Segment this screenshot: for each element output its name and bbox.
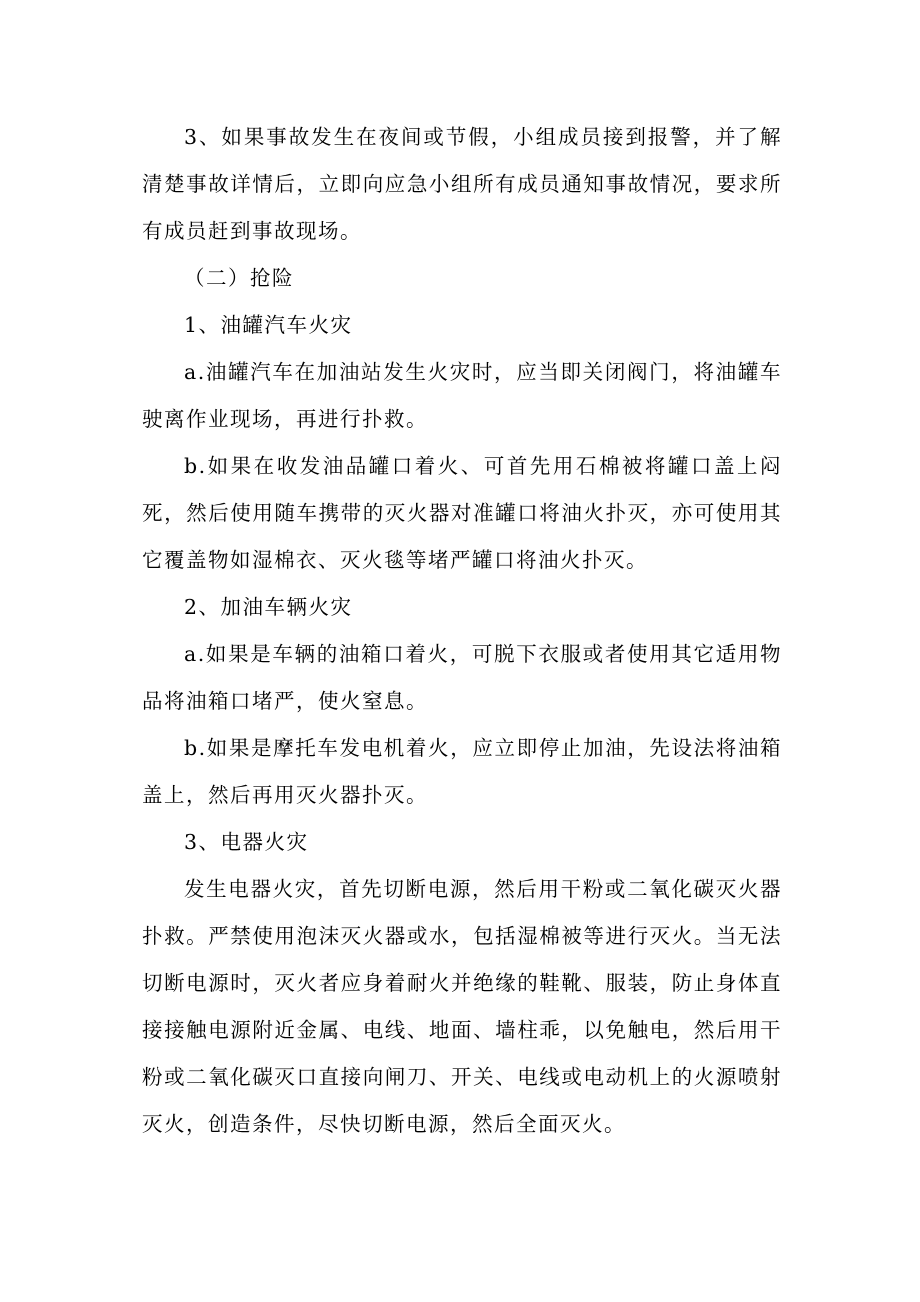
subheading-vehicle-fire: 2、加油车辆火灾 bbox=[184, 595, 353, 619]
document-body bbox=[142, 114, 782, 1148]
paragraph-tanker-fire-b: b.如果在收发油品罐口着火、可首先用石棉被将罐口盖上闷死，然后使用随车携带的灭火器对准罐口将油火扑灭，亦可使用其它覆盖物如湿棉衣、灭火毯等堵严罐口将油火扑灭。 bbox=[142, 454, 782, 572]
paragraph-night-holiday-notice: 3、如果事故发生在夜间或节假，小组成员接到报警，并了解清楚事故详情后，立即向应急小组所有成员通知事故情况，要求所有成员赶到事故现场。 bbox=[142, 125, 782, 243]
section-heading-rescue: （二）抢险 bbox=[184, 266, 294, 290]
subheading-electrical-fire: 3、电器火灾 bbox=[184, 830, 309, 854]
paragraph-vehicle-fire-a: a.如果是车辆的油箱口着火，可脱下衣服或者使用其它适用物品将油箱口堵严，使火窒息。 bbox=[142, 642, 782, 713]
paragraph-electrical-fire: 发生电器火灾，首先切断电源，然后用干粉或二氧化碳灭火器扑救。严禁使用泡沫灭火器或水，包括湿棉被等进行灭火。当无法切断电源时，灭火者应身着耐火并绝缘的鞋靴、服装，防止身体直接接触电源附近金属、电线、地面、墙柱乖，以免触电，然后用干粉或二氧化碳灭口直接向闸刀、开关、电线或电动机上的火源喷射灭火，创造条件，尽快切断电源，然后全面灭火。 bbox=[142, 877, 782, 1136]
paragraph-vehicle-fire-b: b.如果是摩托车发电机着火，应立即停止加油，先设法将油箱盖上，然后再用灭火器扑灭。 bbox=[142, 736, 782, 807]
subheading-tanker-fire: 1、油罐汽车火灾 bbox=[184, 313, 353, 337]
paragraph-tanker-fire-a: a.油罐汽车在加油站发生火灾时，应当即关闭阀门，将油罐车驶离作业现场，再进行扑救。 bbox=[142, 360, 782, 431]
